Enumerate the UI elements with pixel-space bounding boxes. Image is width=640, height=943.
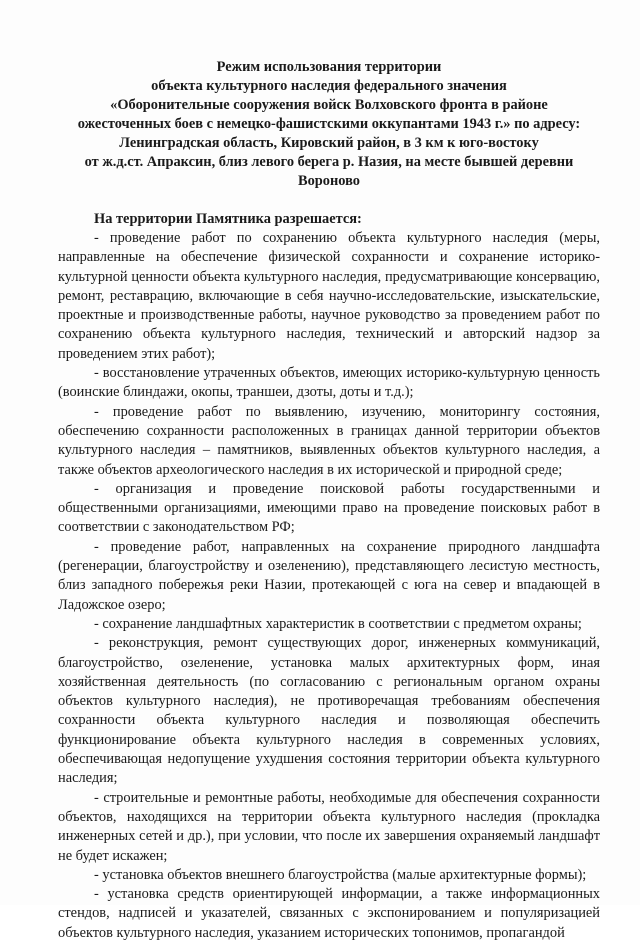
- section-heading: На территории Памятника разрешается:: [94, 211, 362, 227]
- document-title: [58, 58, 600, 191]
- paragraph: - установка средств ориентирующей информации, а также информационных стендов, надписей и указателей, связанных с экспонированием и популяризацией объектов культурного наследия, указанием исторических топонимов, пропагандой: [58, 886, 600, 941]
- document-body: [58, 229, 600, 943]
- paragraph: - сохранение ландшафтных характеристик в соответствии с предметом охраны;: [94, 615, 582, 632]
- paragraph: - установка объектов внешнего благоустройства (малые архитектурные формы);: [94, 866, 587, 883]
- title-line: «Оборонительные сооружения войск Волховского фронта в районе: [110, 97, 548, 113]
- paragraph: - строительные и ремонтные работы, необходимые для обеспечения сохранности объектов, находящихся на территории объекта культурного наследия (прокладка инженерных сетей и др.), при условии, что после их завершения охраняемый ландшафт не будет искажен;: [58, 789, 600, 864]
- paragraph: - восстановление утраченных объектов, имеющих историко-культурную ценность (воинские блиндажи, окопы, траншеи, дзоты, доты и т.д.);: [58, 365, 600, 401]
- paragraph: - реконструкция, ремонт существующих дорог, инженерных коммуникаций, благоустройство, озеленение, установка малых архитектурных форм, иная хозяйственная деятельность (по согласованию с региональным органом охраны объектов культурного наследия), не противоречащая требованиям обеспечения сохранности объекта культурного наследия и позволяющая обеспечить функционирование объекта культурного наследия в современных условиях, обеспечивающая недопущение ухудшения состояния территории объекта культурного наследия;: [58, 635, 600, 787]
- title-line: ожесточенных боев с немецко-фашистскими оккупантами 1943 г.» по адресу:: [77, 116, 581, 132]
- paragraph: - проведение работ по сохранению объекта культурного наследия (меры, направленные на обеспечение физической сохранности и сохранение историко-культурной ценности объекта культурного наследия, предусматривающие консервацию, ремонт, реставрацию, включающие в себя научно-исследовательские, изыскательские, проектные и производственные работы, научное руководство за проведением работ по сохранению объекта культурного наследия, технический и авторский надзор за проведением этих работ);: [58, 230, 600, 362]
- title-line: Режим использования территории: [216, 59, 442, 75]
- paragraph: - организация и проведение поисковой работы государственными и общественными организациями, имеющими право на проведение поисковых работ в соответствии с законодательством РФ;: [58, 480, 600, 536]
- paragraph: - проведение работ по выявлению, изучению, мониторингу состояния, обеспечению сохранности расположенных в границах данной территории объектов культурного наследия – памятников, выявленных объектов культурного наследия, а также объектов археологического наследия в их исторической и природной среде;: [58, 403, 600, 478]
- title-line: от ж.д.ст. Апраксин, близ левого берега р. Назия, на месте бывшей деревни: [84, 154, 574, 170]
- title-line: объекта культурного наследия федерального значения: [151, 78, 507, 94]
- title-line: Вороново: [298, 173, 360, 189]
- paragraph: - проведение работ, направленных на сохранение природного ландшафта (регенерации, благоустройству и озеленению), представляющего лесистую местность, близ западного побережья реки Назии, протекающей с юга на север и впадающей в Ладожское озеро;: [58, 538, 600, 613]
- title-line: Ленинградская область, Кировский район, в 3 км к юго-востоку: [119, 135, 539, 151]
